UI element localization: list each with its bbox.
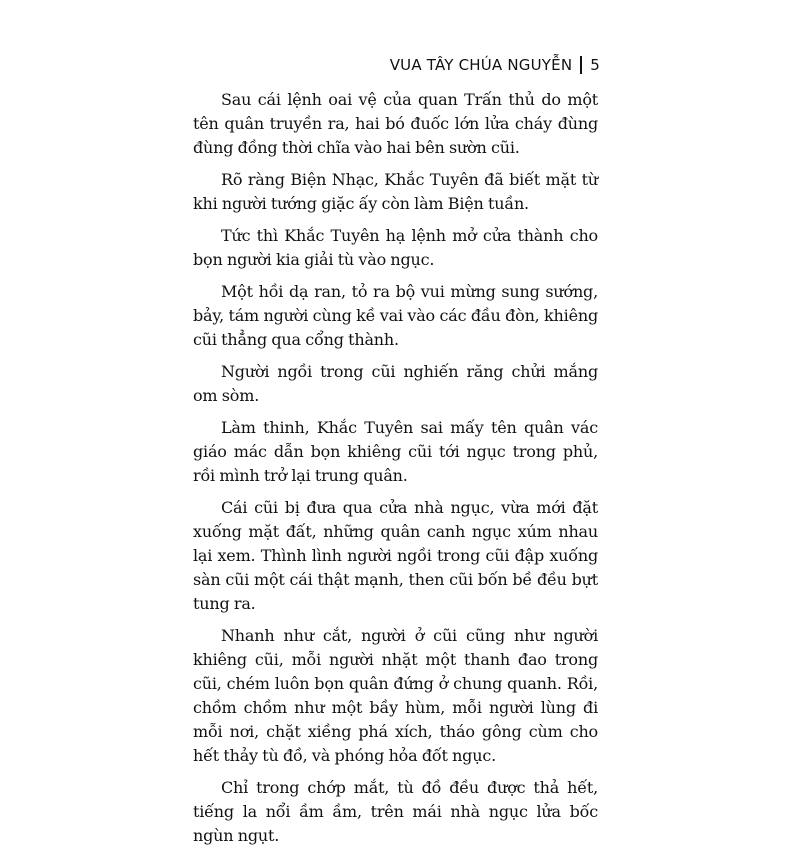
page-number: 5	[590, 56, 600, 74]
body-text	[193, 88, 598, 856]
paragraph: Rõ ràng Biện Nhạc, Khắc Tuyên đã biết mặt từ khi người tướng giặc ấy còn làm Biện tuần.	[193, 170, 598, 213]
paragraph: Làm thinh, Khắc Tuyên sai mấy tên quân vác giáo mác dẫn bọn khiêng cũi tới ngục trong phủ, rồi mình trở lại trung quân.	[193, 418, 598, 485]
running-head	[390, 56, 600, 74]
paragraph: Một hồi dạ ran, tỏ ra bộ vui mừng sung sướng, bảy, tám người cùng kề vai vào các đầu đòn, khiêng cũi thẳng qua cổng thành.	[193, 282, 598, 349]
paragraph: Cái cũi bị đưa qua cửa nhà ngục, vừa mới đặt xuống mặt đất, những quân canh ngục xúm nhau lại xem. Thình lình người ngồi trong cũi đập xuống sàn cũi một cái thật mạnh, then cũi bốn bề đều bựt tung ra.	[193, 498, 598, 613]
paragraph: Sau cái lệnh oai vệ của quan Trấn thủ do một tên quân truyền ra, hai bó đuốc lớn lửa cháy đùng đùng đồng thời chĩa vào hai bên sườn cũi.	[193, 90, 598, 157]
running-head-divider	[580, 56, 582, 74]
running-head-title: VUA TÂY CHÚA NGUYỄN	[389, 56, 573, 74]
paragraph: Nhanh như cắt, người ở cũi cũng như người khiêng cũi, mỗi người nhặt một thanh đao trong cũi, chém luôn bọn quân đứng ở chung quanh. Rồi, chồm chồm như một bầy hùm, mỗi người lùng đi mỗi nơi, chặt xiềng phá xích, tháo gông cùm cho hết thảy tù đồ, và phóng hỏa đốt ngục.	[193, 626, 598, 765]
paragraph: Người ngồi trong cũi nghiến răng chửi mắng om sòm.	[193, 362, 598, 405]
paragraph: Chỉ trong chớp mắt, tù đồ đều được thả hết, tiếng la nổi ầm ầm, trên mái nhà ngục lửa bốc ngùn ngụt.	[193, 778, 598, 845]
paragraph: Tức thì Khắc Tuyên hạ lệnh mở cửa thành cho bọn người kia giải tù vào ngục.	[193, 226, 598, 269]
